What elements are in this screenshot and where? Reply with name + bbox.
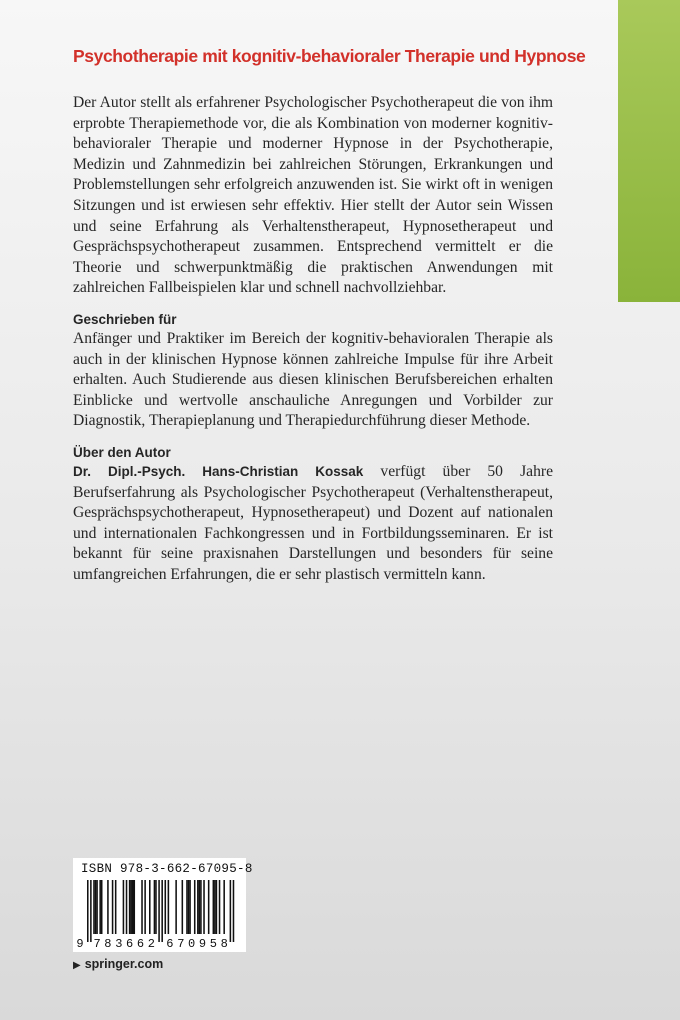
barcode-bar xyxy=(230,880,232,942)
barcode-digit: 6 xyxy=(136,937,145,950)
barcode-bar xyxy=(141,880,143,934)
barcode-bar xyxy=(132,880,134,934)
barcode-bar xyxy=(87,880,89,942)
barcode-bar xyxy=(96,880,98,934)
barcode-bar xyxy=(223,880,225,934)
barcode-digit: 0 xyxy=(187,937,196,950)
barcode-bar xyxy=(186,880,188,934)
barcode-bar xyxy=(189,880,191,934)
publisher-link-text: springer.com xyxy=(84,957,164,971)
barcode-bar xyxy=(126,880,128,934)
barcode-digit: 7 xyxy=(177,937,185,950)
barcode-bar xyxy=(149,880,151,934)
barcode-bar xyxy=(203,880,205,934)
barcode-bar xyxy=(213,880,215,934)
barcode-bar xyxy=(165,880,167,934)
barcode-bar xyxy=(200,880,202,934)
barcode-bar xyxy=(134,880,136,934)
barcode-bar xyxy=(182,880,184,934)
barcode-bar xyxy=(123,880,125,934)
audience-paragraph: Anfänger und Praktiker im Bereich der kognitiv-behavioralen Therapie als auch in der klinischen Hypnose können zahlreiche Impulse für ihre Arbeit erhalten. Auch Studierende aus diesen klinischen Berufsbereichen erhalten Einblicke und wertvolle anschauliche Anregungen und Vorbilder zur Diagnostik, Therapieplanung und Therapiedurchführung dieser Methode. xyxy=(73,329,553,430)
barcode-bar xyxy=(130,880,132,934)
barcode-digit: 9 xyxy=(198,937,207,950)
barcode-bar xyxy=(199,880,201,934)
barcode-bar xyxy=(219,880,221,934)
barcode-graphic xyxy=(73,880,246,950)
barcode-bar xyxy=(161,880,163,942)
about-author-heading: Über den Autor xyxy=(73,444,171,460)
barcode-digit: 6 xyxy=(125,937,134,950)
barcode-bar xyxy=(93,880,95,934)
isbn-label: ISBN 978-3-662-67095-8 xyxy=(81,862,253,876)
isbn-barcode xyxy=(73,858,253,952)
barcode-bar xyxy=(214,880,216,934)
headline: Psychotherapie mit kognitiv-behavioraler Therapie und Hypnose xyxy=(73,46,586,66)
barcode-digit: 7 xyxy=(93,937,101,950)
barcode-bar xyxy=(216,880,218,934)
barcode-bar xyxy=(115,880,117,934)
barcode-bar xyxy=(95,880,97,934)
barcode-bar xyxy=(175,880,177,934)
barcode-bar xyxy=(99,880,101,934)
barcode-bar xyxy=(197,880,199,934)
barcode-bar xyxy=(144,880,146,934)
author-bio: verfügt über 50 Jahre Berufserfahrung als Psychologischer Psychotherapeut (Verhaltenstherapeut, Gesprächspsychotherapeut, Hypnosetherapeut) und Dozent auf nationalen und internationalen Fachkongressen und in Fortbildungsseminaren. Er ist bekannt für seine praxisnahen Darstellungen und besonders für seine umfangreichen Erfahrungen, die er sehr plastisch vermitteln kann. xyxy=(73,462,554,583)
barcode-bar xyxy=(155,880,157,934)
barcode-digit: 6 xyxy=(166,937,174,950)
back-cover-text xyxy=(73,46,586,585)
publisher-link[interactable] xyxy=(73,957,163,971)
intro-paragraph: Der Autor stellt als erfahrener Psychologischer Psychotherapeut die von ihm erprobte Therapiemethode vor, die als Kombination von moderner kognitiv-behavioraler Therapie und moderner Hypnose in der Psychotherapie, Medizin und Zahnmedizin bei zahlreichen Störungen, Erkrankungen und Problemstellungen sehr erfolgreich anzuwenden ist. Sie wirkt oft in wenigen Sitzungen und ist erwiesen sehr effektiv. Hier stellt der Autor sein Wissen und seine Erfahrung als Verhaltenstherapeut, Hypnosetherapeut und Gesprächspsychotherapeut zusammen. Entsprechend vermittelt er die Theorie und schwerpunktmäßig die praktischen Anwendungen mit zahlreichen Fallbeispielen klar und schnell nachvollziehbar. xyxy=(73,94,553,297)
about-author-paragraph xyxy=(73,462,553,586)
barcode-bar xyxy=(168,880,170,934)
barcode-bar xyxy=(112,880,114,934)
audience-heading: Geschrieben für xyxy=(73,311,177,327)
barcode-bar xyxy=(90,880,92,942)
barcode-bar xyxy=(194,880,196,934)
barcode-bar xyxy=(154,880,156,934)
barcode-digit: 8 xyxy=(104,937,112,950)
barcode-bar xyxy=(129,880,131,934)
barcode-bar xyxy=(101,880,103,934)
barcode-digit: 3 xyxy=(115,937,123,950)
arrow-right-icon: ▶ xyxy=(73,960,81,971)
barcode-digit: 8 xyxy=(220,937,228,950)
barcode-digit: 9 xyxy=(76,937,84,950)
barcode-bar xyxy=(208,880,210,934)
barcode-digit: 5 xyxy=(209,937,217,950)
barcode-bar xyxy=(188,880,190,934)
barcode-digit: 2 xyxy=(147,937,155,950)
barcode-bar xyxy=(107,880,109,934)
barcode-bar xyxy=(233,880,235,942)
barcode-bar xyxy=(158,880,160,942)
green-accent-bar xyxy=(618,0,680,302)
author-name: Dr. Dipl.-Psych. Hans-Christian Kossak xyxy=(73,463,364,479)
